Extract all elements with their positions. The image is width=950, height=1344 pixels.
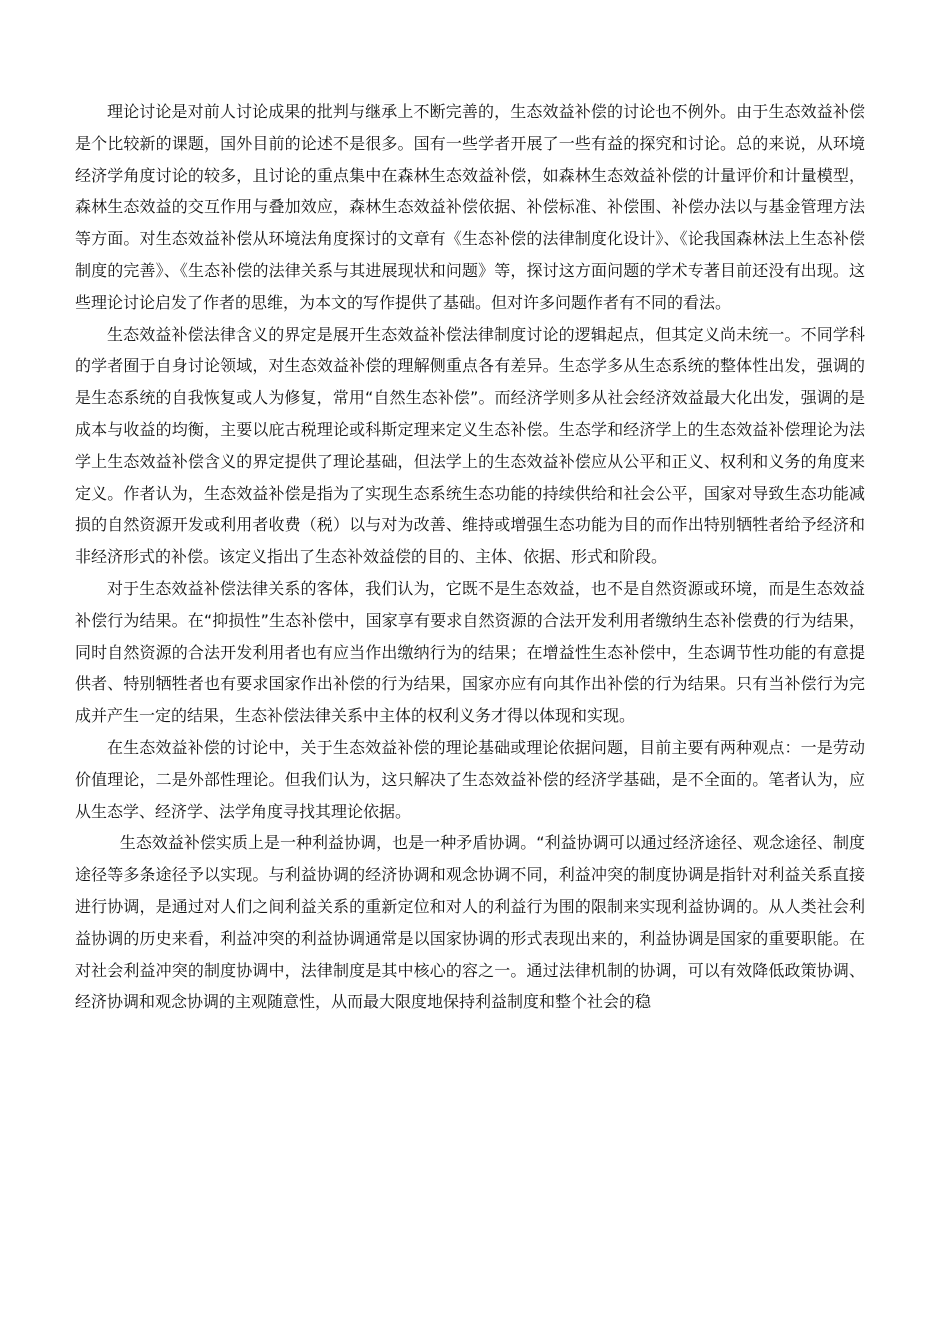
paragraph-legal-object: 对于生态效益补偿法律关系的客体，我们认为，它既不是生态效益，也不是自然资源或环境，而是生态效益补偿行为结果。在“抑损性”生态补偿中，国家享有要求自然资源的合法开发利用者缴纳生态补偿费的行为结果，同时自然资源的合法开发利用者也有应当作出缴纳行为的结果；在增益性生态补偿中，生态调节性功能的有意提供者、特别牺牲者也有要求国家作出补偿的行为结果，国家亦应有向其作出补偿的行为结果。只有当补偿行为完成并产生一定的结果，生态补偿法律关系中主体的权利义务才得以体现和实现。: [75, 578, 865, 726]
paragraph-interest-coordination: 生态效益补偿实质上是一种利益协调，也是一种矛盾协调。“利益协调可以通过经济途径、观念途径、制度途径等多条途径予以实现。与利益协调的经济协调和观念协调不同，利益冲突的制度协调是指针对利益关系直接进行协调，是通过对人们之间利益关系的重新定位和对人的利益行为围的限制来实现利益协调的。从人类社会利益协调的历史来看，利益冲突的利益协调通常是以国家协调的形式表现出来的，利益协调是国家的重要职能。在对社会利益冲突的制度协调中，法律制度是其中核心的容之一。通过法律机制的协调，可以有效降低政策协调、经济协调和观念协调的主观随意性，从而最大限度地保持利益制度和整个社会的稳: [75, 833, 865, 1012]
paragraph-theory-review: 理论讨论是对前人讨论成果的批判与继承上不断完善的，生态效益补偿的讨论也不例外。由于生态效益补偿是个比较新的课题，国外目前的论述不是很多。国有一些学者开展了一些有益的探究和讨论。总的来说，从环境经济学角度讨论的较多，且讨论的重点集中在森林生态效益补偿，如森林生态效益补偿的计量评价和计量模型，森林生态效益的交互作用与叠加效应，森林生态效益补偿依据、补偿标准、补偿围、补偿办法以与基金管理方法等方面。对生态效益补偿从环境法角度探讨的文章有《生态补偿的法律制度化设计》、《论我国森林法上生态补偿制度的完善》、《生态补偿的法律关系与其进展现状和问题》等，探讨这方面问题的学术专著目前还没有出现。这些理论讨论启发了作者的思维，为本文的写作提供了基础。但对许多问题作者有不同的看法。: [75, 102, 865, 312]
paragraph-legal-definition: 生态效益补偿法律含义的界定是展开生态效益补偿法律制度讨论的逻辑起点，但其定义尚未统一。不同学科的学者囿于自身讨论领域，对生态效益补偿的理解侧重点各有差异。生态学多从生态系统的整体性出发，强调的是生态系统的自我恢复或人为修复，常用“自然生态补偿”。而经济学则多从社会经济效益最大化出发，强调的是成本与收益的均衡，主要以庇古税理论或科斯定理来定义生态补偿。生态学和经济学上的生态效益补偿理论为法学上生态效益补偿含义的界定提供了理论基础，但法学上的生态效益补偿应从公平和正义、权利和义务的角度来定义。作者认为，生态效益补偿是指为了实现生态系统生态功能的持续供给和社会公平，国家对导致生态功能减损的自然资源开发或利用者收费（税）以与对为改善、维持或增强生态功能为目的而作出特别牺牲者给予经济和非经济形式的补偿。该定义指出了生态补效益偿的目的、主体、依据、形式和阶段。: [75, 324, 865, 567]
paragraph-theoretical-basis: 在生态效益补偿的讨论中，关于生态效益补偿的理论基础或理论依据问题，目前主要有两种观点：一是劳动价值理论，二是外部性理论。但我们认为，这只解决了生态效益补偿的经济学基础，是不全面的。笔者认为，应从生态学、经济学、法学角度寻找其理论依据。: [75, 737, 865, 821]
document-page: [75, 96, 865, 1018]
